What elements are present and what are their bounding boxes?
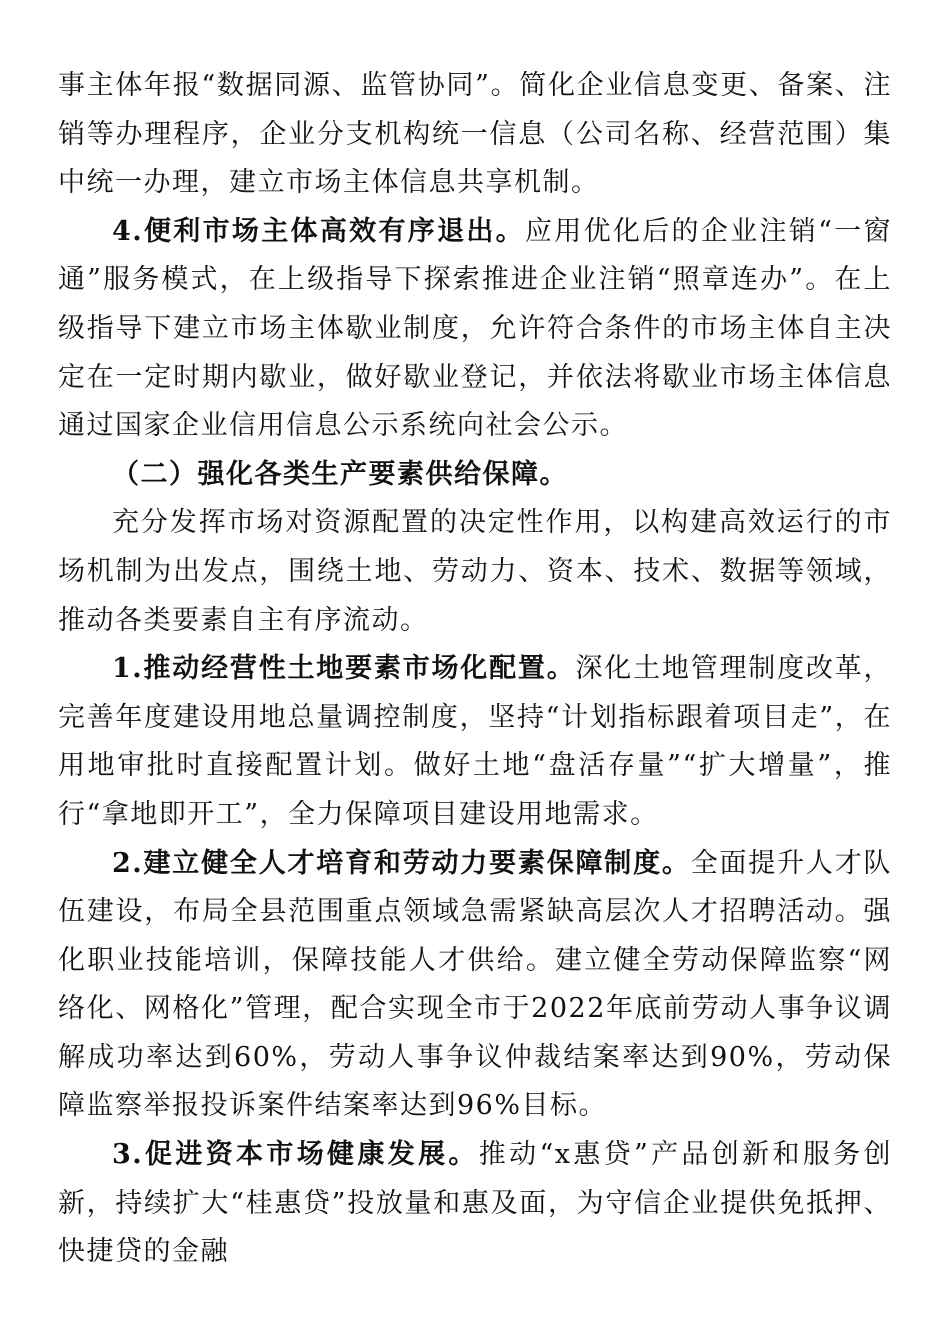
paragraph-text: 应用优化后的企业注销“一窗通”服务模式，在上级指导下探索推进企业注销“照章连办”。在上级指导下建立市场主体歇业制度，允许符合条件的市场主体自主决定在一定时期内歇业，做好歇业登记，并依法将歇业市场主体信息通过国家企业信用信息公示系统向社会公示。 bbox=[58, 215, 892, 442]
section-heading bbox=[58, 451, 892, 500]
section-heading-text: （二）强化各类生产要素供给保障。 bbox=[112, 458, 568, 490]
paragraph-text: 全面提升人才队伍建设，布局全县范围重点领域急需紧缺高层次人才招聘活动。强化职业技能培训，保障技能人才供给。建立健全劳动保障监察“网络化、网格化”管理，配合实现全市于2022年底前劳动人事争议调解成功率达到60%，劳动人事争议仲裁结案率达到90%，劳动保障监察举报投诉案件结案率达到96%目标。 bbox=[58, 847, 893, 1122]
paragraph-capital bbox=[58, 1131, 892, 1277]
paragraph-lead: 1.推动经营性土地要素市场化配置。 bbox=[112, 653, 576, 685]
paragraph-lead: 4.便利市场主体高效有序退出。 bbox=[112, 215, 525, 247]
paragraph-text: 深化土地管理制度改革，完善年度建设用地总量调控制度，坚持“计划指标跟着项目走”，在用地审批时直接配置计划。做好土地“盘活存量”“扩大增量”，推行“拿地即开工”，全力保障项目建设用地需求。 bbox=[58, 653, 893, 830]
paragraph-labor bbox=[58, 840, 892, 1132]
paragraph-lead: 2.建立健全人才培育和劳动力要素保障制度。 bbox=[112, 847, 691, 879]
paragraph-text: 事主体年报“数据同源、监管协同”。简化企业信息变更、备案、注销等办理程序，企业分支机构统一信息（公司名称、经营范围）集中统一办理，建立市场主体信息共享机制。 bbox=[58, 70, 892, 199]
paragraph-market-exit bbox=[58, 208, 892, 451]
paragraph-intro bbox=[58, 499, 892, 645]
paragraph-land bbox=[58, 645, 892, 839]
paragraph-continuation bbox=[58, 62, 892, 208]
paragraph-lead: 3.促进资本市场健康发展。 bbox=[112, 1139, 479, 1171]
paragraph-text: 充分发挥市场对资源配置的决定性作用，以构建高效运行的市场机制为出发点，围绕土地、劳动力、资本、技术、数据等领域，推动各类要素自主有序流动。 bbox=[58, 507, 892, 636]
paragraph-text: 推动“x惠贷”产品创新和服务创新，持续扩大“桂惠贷”投放量和惠及面，为守信企业提供免抵押、快捷贷的金融 bbox=[58, 1139, 893, 1268]
document-page bbox=[58, 62, 892, 1277]
